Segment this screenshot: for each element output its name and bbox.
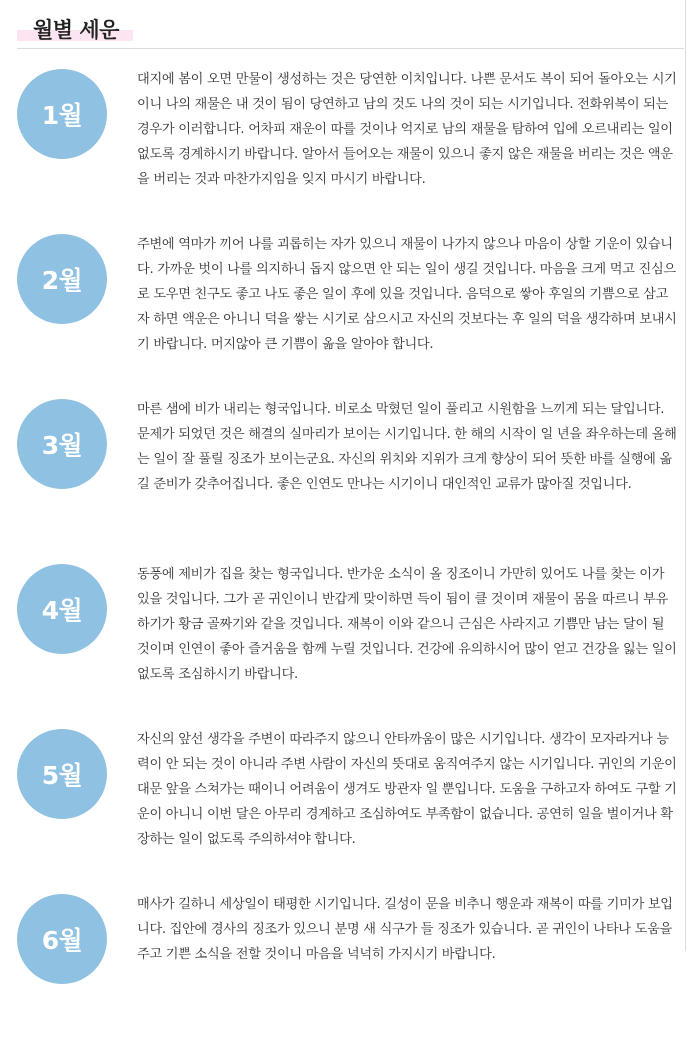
month-fortune-text: 매사가 길하니 세상일이 태평한 시기입니다. 길성이 문을 비추니 행운과 재복이 따를 기미가 보입니다. 집안에 경사의 징조가 있으니 분명 새 식구가 들 징조가 있습니다. 곧 귀인이 나타나 도움을 주고 기쁜 소식을 전할 것이니 마음을 넉넉히 가지시기 바랍니다. xyxy=(137,897,673,962)
month-entry xyxy=(0,562,689,727)
month-fortune-text: 주변에 역마가 끼어 나를 괴롭히는 자가 있으니 재물이 나가지 않으나 마음이 상할 기운이 있습니다. 가까운 벗이 나를 의지하니 돕지 않으면 안 되는 일이 생길 것입니다. 마음을 크게 먹고 진심으로 도우면 친구도 좋고 나도 좋은 일이 후에 있을 것입니다. 음덕으로 쌓아 후일의 기쁨으로 삼고자 하면 액운은 아니니 덕을 쌓는 시기로 삼으시고 자신의 것보다는 후 일의 덕을 생각하며 보내시기 바랍니다. 머지않아 큰 기쁨이 옮을 알아야 합니다. xyxy=(137,237,677,352)
month-fortune-text: 동풍에 제비가 집을 찾는 형국입니다. 반가운 소식이 올 징조이니 가만히 있어도 나를 찾는 이가 있을 것입니다. 그가 곧 귀인이니 반갑게 맞이하면 득이 됨이 클 것이며 재물이 몸을 따르니 부유하기가 황금 골짜기와 같을 것입니다. 재복이 이와 같으니 근심은 사라지고 기쁨만 남는 달이 될 것이며 인연이 좋아 즐거움을 함께 누릴 것입니다. 건강에 유의하시어 많이 얻고 건강을 잃는 일이 없도록 조심하시기 바랍니다. xyxy=(137,567,677,682)
month-fortune-text: 마른 샘에 비가 내리는 형국입니다. 비로소 막혔던 일이 풀리고 시원함을 느끼게 되는 달입니다. 문제가 되었던 것은 해결의 실마리가 보이는 시기입니다. 한 해의 시작이 일 년을 좌우하는데 올해는 일이 잘 풀릴 징조가 보이는군요. 자신의 위치와 지위가 크게 향상이 되어 뜻한 바를 실행에 옮길 준비가 갖추어집니다. 좋은 인연도 만나는 시기이니 대인적인 교류가 많아질 것입니다. xyxy=(137,402,677,492)
month-entry xyxy=(0,67,689,232)
month-entry xyxy=(0,892,689,1057)
month-badge: 1월 xyxy=(17,69,107,159)
month-badge: 5월 xyxy=(17,729,107,819)
month-badge: 2월 xyxy=(17,234,107,324)
month-badge: 6월 xyxy=(17,894,107,984)
month-fortune-text: 대지에 봄이 오면 만물이 생성하는 것은 당연한 이치입니다. 나쁜 문서도 복이 되어 돌아오는 시기이니 나의 재물은 내 것이 됨이 당연하고 남의 것도 나의 것이 되는 시기입니다. 전화위복이 되는 경우가 이러합니다. 어차피 재운이 따를 것이나 억지로 남의 재물을 탐하여 입에 오르내리는 일이 없도록 경계하시기 바랍니다. 알아서 들어오는 재물이 있으니 좋지 않은 재물을 버리는 것은 액운을 버리는 것과 마찬가지임을 잊지 마시기 바랍니다. xyxy=(137,72,677,187)
month-entry xyxy=(0,232,689,397)
monthly-fortune-list xyxy=(0,67,689,1057)
month-entry xyxy=(0,727,689,892)
section-header xyxy=(17,8,684,49)
month-badge: 4월 xyxy=(17,564,107,654)
month-badge: 3월 xyxy=(17,399,107,489)
month-entry xyxy=(0,397,689,562)
month-fortune-text: 자신의 앞선 생각을 주변이 따라주지 않으니 안타까움이 많은 시기입니다. 생각이 모자라거나 능력이 안 되는 것이 아니라 주변 사람이 자신의 뜻대로 움직여주지 않는 시기입니다. 귀인의 기운이 대문 앞을 스쳐가는 때이니 어려움이 생겨도 방관자 일 뿐입니다. 도움을 구하고자 하여도 구할 기운이 아니니 이번 달은 아무리 경계하고 조심하여도 부족함이 없습니다. 공연히 일을 벌이거나 확장하는 일이 없도록 주의하셔야 합니다. xyxy=(137,732,677,847)
section-title: 월별 세운 xyxy=(33,18,119,42)
